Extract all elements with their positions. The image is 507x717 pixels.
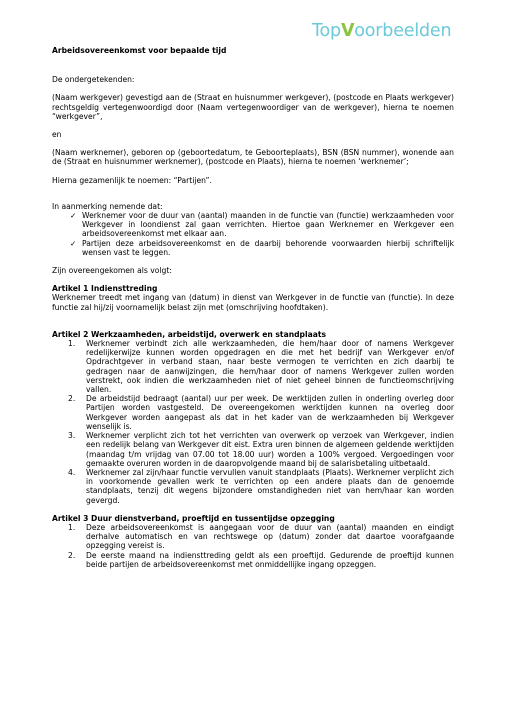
article-1-title: Artikel 1 Indiensttreding	[52, 284, 158, 294]
employee-paragraph: (Naam werknemer), geboren op (geboortedatum, te Geboorteplaats), BSN (BSN nummer), wonende aan de (Straat en huisnummer werknemer), (postcode en Plaats), hierna te noemen ‘werknemer’;	[52, 148, 454, 167]
list-item: ✓ Werknemer voor de duur van (aantal) maanden in de functie van (functie) werkzaamheden voor Werkgever in loondienst zal gaan verrichten. Hiertoe gaan Werknemer en Werkgever een arbeidsovereenkomst met elkaar aan.	[70, 211, 454, 239]
checkmark-icon: ✓	[70, 211, 77, 221]
list-item: 1. Werknemer verbindt zich alle werkzaamheden, die hem/haar door of namens Werkgever redelijkerwijze kunnen worden opgedragen en die met het bedrijf van Werkgever en/of Opdrachtgever in verband staan, naar beste vermogen te verrichten en zich daarbij te gedragen naar de aanwijzingen, die hem/haar door of namens Werkgever zullen worden verstrekt, ook indien die werkzaamheden niet of niet geheel binnen de functieomschrijving vallen.	[68, 339, 454, 395]
and-text: en	[52, 130, 62, 140]
list-item: ✓ Partijen deze arbeidsovereenkomst en de daarbij behorende voorwaarden hierbij schriftelijk wensen vast te leggen.	[70, 238, 454, 257]
document-title: Arbeidsovereenkomst voor bepaalde tijd	[52, 46, 227, 55]
considerations-list	[72, 211, 454, 257]
article-3-list	[68, 523, 454, 569]
list-item: 4. Werknemer zal zijn/haar functie vervullen vanuit standplaats (Plaats). Werknemer verplicht zich in voorkomende gevallen werk te verrichten op een andere plaats dan de genoemde standplaats, tenzij dit wegens bijzondere omstandigheden niet van hem/haar kan worden gevergd.	[68, 467, 454, 505]
agreed-text: Zijn overeengekomen als volgt:	[52, 266, 172, 276]
list-item: 2. De arbeidstijd bedraagt (aantal) uur per week. De werktijden zullen in onderling overleg door Partijen worden vastgesteld. De overeengekomen werktijden kunnen na overleg door Werkgever worden aangepast als dat in het kader van de werkzaamheden bij Werkgever wenselijk is.	[68, 394, 454, 431]
list-item: 2. De eerste maand na indiensttreding geldt als een proeftijd. Gedurende de proeftijd kunnen beide partijen de arbeidsovereenkomst met onmiddellijke ingang opzeggen.	[68, 550, 454, 569]
article-3-title: Artikel 3 Duur dienstverband, proeftijd en tussentijdse opzegging	[52, 513, 335, 523]
topvoorbeelden-logo: TopVoorbeelden	[312, 21, 452, 41]
article-2-list	[68, 339, 454, 505]
employer-paragraph: (Naam werkgever) gevestigd aan de (Straat en huisnummer werkgever), (postcode en Plaats werkgever) rechtsgeldig vertegenwoordigd door (Naam vertegenwoordiger van de werkgever), hierna te noemen “werkgever”,	[52, 93, 454, 121]
parties-text: Hierna gezamenlijk te noemen: “Partijen”.	[52, 175, 212, 185]
list-item: 3. Werknemer verplicht zich tot het verrichten van overwerk op verzoek van Werkgever, indien een redelijk belang van Werkgever dit eist. Extra uren binnen de algemeen geldende werktijden (maandag t/m vrijdag van 07.00 tot 18.00 uur) worden a 100% vergoed. Vergoedingen voor gemaakte overuren worden in de daaropvolgende maand bij de salarisbetaling uitbetaald.	[68, 431, 454, 468]
list-item: 1. Deze arbeidsovereenkomst is aangegaan voor de duur van (aantal) maanden en eindigt derhalve automatisch en van rechtswege op (datum) zonder dat daartoe voorafgaande opzegging vereist is.	[68, 522, 454, 551]
article-2-title: Artikel 2 Werkzaamheden, arbeidstijd, overwerk en standplaats	[52, 329, 326, 339]
article-1-text: Werknemer treedt met ingang van (datum) in dienst van Werkgever in de functie van (functie). In deze functie zal hij/zij voornamelijk belast zijn met (omschrijving hoofdtaken).	[52, 293, 454, 312]
checkmark-icon: ✓	[70, 238, 77, 248]
document-page	[52, 46, 454, 569]
considering-text: In aanmerking nemende dat:	[52, 201, 163, 211]
intro-text: De ondergetekenden:	[52, 75, 135, 85]
